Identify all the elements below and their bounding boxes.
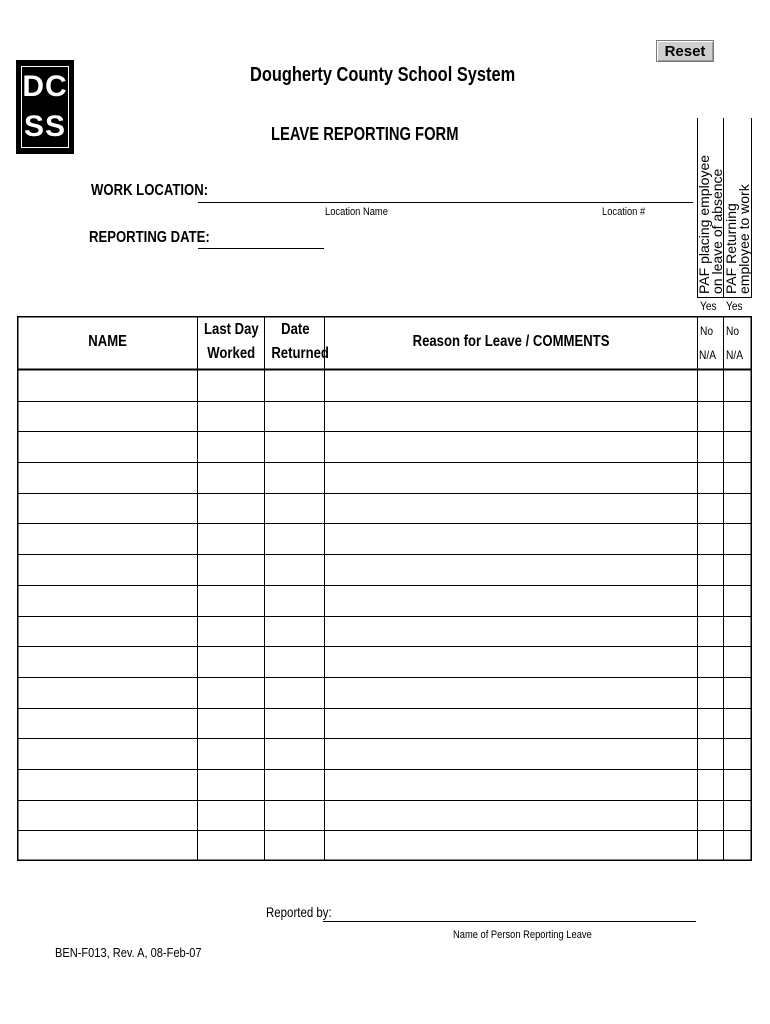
leave-table (17, 316, 752, 861)
paf-leave-na: N/A (699, 348, 717, 362)
reason-cell[interactable] (325, 616, 698, 647)
name-cell[interactable] (17, 738, 198, 769)
name-cell[interactable] (17, 616, 198, 647)
table-row (17, 738, 752, 769)
date-returned-cell[interactable] (265, 677, 325, 708)
paf-leave-cell[interactable] (698, 800, 724, 831)
name-cell[interactable] (17, 431, 198, 462)
date-returned-cell[interactable] (265, 830, 325, 861)
table-row (17, 554, 752, 585)
last-day-cell[interactable] (198, 585, 265, 616)
work-location-field[interactable] (198, 202, 693, 203)
last-day-cell[interactable] (198, 616, 265, 647)
reason-cell[interactable] (325, 523, 698, 554)
reason-cell[interactable] (325, 800, 698, 831)
reporting-date-label: REPORTING DATE: (89, 229, 210, 246)
paf-leave-cell[interactable] (698, 738, 724, 769)
paf-leave-cell[interactable] (698, 677, 724, 708)
name-cell[interactable] (17, 677, 198, 708)
paf-leave-cell[interactable] (698, 493, 724, 524)
table-row (17, 646, 752, 677)
logo-line-2: SS (23, 110, 67, 143)
paf-leave-cell[interactable] (698, 616, 724, 647)
paf-leave-no: No (700, 324, 714, 338)
reason-cell[interactable] (325, 493, 698, 524)
date-returned-cell[interactable] (265, 431, 325, 462)
table-row (17, 462, 752, 493)
paf-leave-cell[interactable] (698, 554, 724, 585)
paf-leave-cell[interactable] (698, 401, 724, 432)
col-header-date-returned (265, 318, 329, 366)
paf-return-cell[interactable] (724, 493, 752, 524)
last-day-cell[interactable] (198, 830, 265, 861)
name-cell[interactable] (17, 646, 198, 677)
reason-cell[interactable] (325, 708, 698, 739)
paf-leave-cell[interactable] (698, 769, 724, 800)
name-cell[interactable] (17, 462, 198, 493)
date-returned-line2: Returned (271, 345, 329, 362)
last-day-cell[interactable] (198, 523, 265, 554)
name-cell[interactable] (17, 585, 198, 616)
last-day-cell[interactable] (198, 646, 265, 677)
paf-leave-line2: on leave of absence (709, 168, 725, 294)
last-day-cell[interactable] (198, 738, 265, 769)
table-row (17, 585, 752, 616)
reason-cell[interactable] (325, 769, 698, 800)
last-day-cell[interactable] (198, 431, 265, 462)
paf-leave-cell[interactable] (698, 646, 724, 677)
paf-return-cell[interactable] (724, 401, 752, 432)
name-cell[interactable] (17, 830, 198, 861)
last-day-cell[interactable] (198, 370, 265, 401)
paf-return-yes: Yes (726, 299, 743, 313)
col-header-reason: Reason for Leave / COMMENTS (413, 333, 610, 350)
date-returned-cell[interactable] (265, 493, 325, 524)
paf-return-cell[interactable] (724, 370, 752, 401)
paf-return-cell[interactable] (724, 616, 752, 647)
table-row (17, 616, 752, 647)
date-returned-cell[interactable] (265, 554, 325, 585)
last-day-cell[interactable] (198, 462, 265, 493)
dcss-logo (16, 60, 74, 154)
paf-return-cell[interactable] (724, 769, 752, 800)
reason-cell[interactable] (325, 462, 698, 493)
last-day-line1: Last Day (204, 321, 259, 338)
paf-leave-cell[interactable] (698, 370, 724, 401)
reset-button[interactable]: Reset (656, 40, 714, 62)
last-day-cell[interactable] (198, 800, 265, 831)
paf-return-cell[interactable] (724, 585, 752, 616)
table-row (17, 708, 752, 739)
table-row (17, 769, 752, 800)
name-cell[interactable] (17, 523, 198, 554)
paf-return-cell[interactable] (724, 708, 752, 739)
location-number-caption: Location # (602, 206, 646, 218)
paf-return-no: No (726, 324, 740, 338)
paf-bottom-border (697, 297, 752, 298)
reason-cell[interactable] (325, 646, 698, 677)
col-header-last-day (198, 318, 265, 366)
table-row (17, 830, 752, 861)
paf-leave-cell[interactable] (698, 462, 724, 493)
reported-by-label: Reported by: (266, 904, 332, 920)
date-returned-cell[interactable] (265, 616, 325, 647)
paf-leave-line1: PAF placing employee (696, 154, 712, 294)
reason-cell[interactable] (325, 738, 698, 769)
last-day-cell[interactable] (198, 769, 265, 800)
paf-return-cell[interactable] (724, 646, 752, 677)
table-row (17, 677, 752, 708)
date-returned-cell[interactable] (265, 708, 325, 739)
date-returned-cell[interactable] (265, 523, 325, 554)
name-cell[interactable] (17, 769, 198, 800)
paf-leave-cell[interactable] (698, 830, 724, 861)
reason-cell[interactable] (325, 554, 698, 585)
work-location-label: WORK LOCATION: (91, 182, 209, 199)
date-returned-cell[interactable] (265, 769, 325, 800)
name-cell[interactable] (17, 493, 198, 524)
last-day-cell[interactable] (198, 493, 265, 524)
form-title: LEAVE REPORTING FORM (271, 124, 459, 144)
reported-by-field[interactable] (323, 921, 696, 922)
paf-return-cell[interactable] (724, 738, 752, 769)
date-returned-cell[interactable] (265, 585, 325, 616)
reason-cell[interactable] (325, 830, 698, 861)
reason-cell[interactable] (325, 370, 698, 401)
reporting-date-field[interactable] (198, 248, 324, 249)
reason-cell[interactable] (325, 585, 698, 616)
paf-return-na: N/A (726, 348, 744, 362)
last-day-line2: Worked (207, 345, 256, 362)
paf-return-line2: employee to work (736, 184, 752, 294)
date-returned-cell[interactable] (265, 462, 325, 493)
paf-return-cell[interactable] (724, 431, 752, 462)
paf-leave-cell[interactable] (698, 585, 724, 616)
last-day-cell[interactable] (198, 554, 265, 585)
reported-by-caption: Name of Person Reporting Leave (453, 929, 592, 941)
paf-leave-yes: Yes (700, 299, 717, 313)
paf-leave-cell[interactable] (698, 431, 724, 462)
org-name: Dougherty County School System (250, 64, 516, 86)
date-returned-cell[interactable] (265, 646, 325, 677)
name-cell[interactable] (17, 800, 198, 831)
paf-return-line1: PAF Returning (723, 203, 739, 294)
reason-cell[interactable] (325, 431, 698, 462)
table-row (17, 800, 752, 831)
table-row (17, 493, 752, 524)
reason-cell[interactable] (325, 401, 698, 432)
last-day-cell[interactable] (198, 708, 265, 739)
col-header-name: NAME (88, 333, 127, 350)
table-row (17, 401, 752, 432)
name-cell[interactable] (17, 370, 198, 401)
name-cell[interactable] (17, 554, 198, 585)
date-returned-cell[interactable] (265, 370, 325, 401)
paf-return-cell[interactable] (724, 462, 752, 493)
name-cell[interactable] (17, 401, 198, 432)
date-returned-line1: Date (280, 321, 310, 338)
form-code: BEN-F013, Rev. A, 08-Feb-07 (55, 945, 202, 960)
last-day-cell[interactable] (198, 401, 265, 432)
paf-return-cell[interactable] (724, 830, 752, 861)
logo-line-1: DC (22, 70, 68, 103)
table-row (17, 370, 752, 401)
paf-return-cell[interactable] (724, 554, 752, 585)
name-cell[interactable] (17, 708, 198, 739)
date-returned-cell[interactable] (265, 738, 325, 769)
location-name-caption: Location Name (325, 206, 388, 218)
paf-leave-cell[interactable] (698, 708, 724, 739)
table-row (17, 431, 752, 462)
date-returned-cell[interactable] (265, 401, 325, 432)
reason-cell[interactable] (325, 677, 698, 708)
paf-return-cell[interactable] (724, 800, 752, 831)
paf-return-cell[interactable] (724, 677, 752, 708)
date-returned-cell[interactable] (265, 800, 325, 831)
paf-leave-cell[interactable] (698, 523, 724, 554)
table-row (17, 523, 752, 554)
paf-return-cell[interactable] (724, 523, 752, 554)
last-day-cell[interactable] (198, 677, 265, 708)
